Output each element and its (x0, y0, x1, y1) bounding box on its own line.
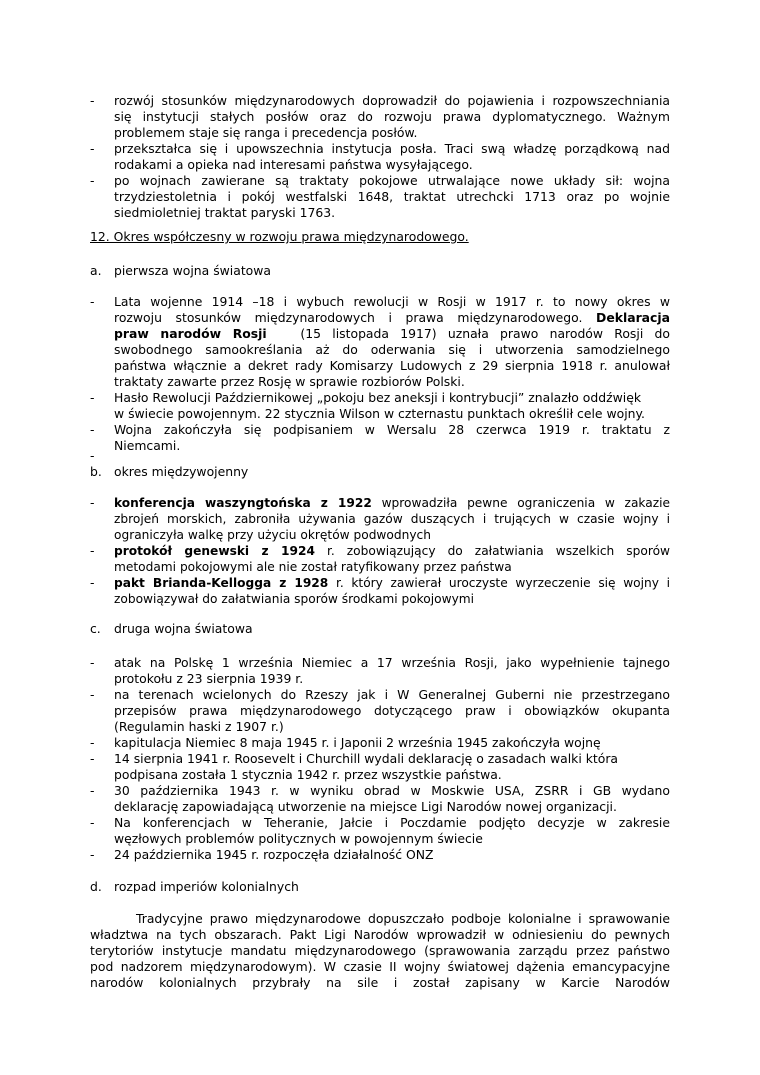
bullet-dash: - (90, 815, 95, 830)
bullet-dash: - (90, 575, 95, 590)
subsection-letter: d. (90, 879, 102, 894)
subsection-text: pierwsza wojna światowa (114, 263, 271, 278)
text-line: w świecie powojennym. 22 stycznia Wilson w czternastu punktach określił cele wojny. (114, 406, 645, 421)
text-line: protokołu z 23 sierpnia 1939 r. (114, 671, 304, 686)
bold-term: konferencja waszyngtońska z 1922 (114, 496, 372, 510)
bullet-dash: - (90, 448, 95, 463)
text-line: siedmioletniej traktat paryski 1763. (114, 205, 336, 220)
bullet-dash: - (90, 735, 95, 750)
bold-term: praw narodów Rosji (114, 326, 267, 341)
bullet-dash: - (90, 93, 95, 108)
text-line: protokół genewski z 1924 r. zobowiązujący do załatwiania wszelkich sporów (114, 544, 671, 558)
bold-term: Deklaracja (596, 310, 670, 325)
text-line: na terenach wcielonych do Rzeszy jak i W Generalnej Guberni nie przestrzegano (114, 687, 670, 702)
text-line: kapitulacja Niemiec 8 maja 1945 r. i Japonii 2 września 1945 zakończyła wojnę (114, 735, 601, 750)
subsection-letter: a. (90, 263, 102, 278)
text-line: Na konferencjach w Teheranie, Jałcie i Poczdamie podjęto decyzje w zakresie (114, 815, 670, 830)
bullet-dash: - (90, 751, 95, 766)
text-line: państwa włącznie a dekret rady Komisarzy Ludowych z 29 sierpnia 1918 r. anulował (114, 358, 670, 373)
text-line: narodów kolonialnych przybrały na sile i został zapisany w Karcie Narodów (90, 975, 670, 990)
text-line: (Regulamin haski z 1907 r.) (114, 719, 284, 734)
bullet-dash: - (90, 543, 95, 558)
bullet-dash: - (90, 422, 95, 437)
bullet-dash: - (90, 687, 95, 702)
text-line: rozwoju stosunków międzynarodowych i prawa międzynarodowego. Deklaracja (114, 310, 670, 325)
subsection-letter: c. (90, 621, 101, 636)
text-line: pod nadzorem międzynarodowym). W czasie II wojny światowej dążenia emancypacyjne (90, 959, 670, 974)
text-line: Tradycyjne prawo międzynarodowe dopuszczało podboje kolonialne i sprawowanie (136, 911, 670, 926)
text-line: rodakami a opieka nad interesami państwa wysyłającego. (114, 157, 473, 172)
text-line: traktaty zawarte przez Rosję w sprawie rozbiorów Polski. (114, 374, 465, 389)
bold-term: protokół genewski z 1924 (114, 544, 315, 558)
text-line: swobodnego samookreślania aż do oderwania się i utworzenia samodzielnego (114, 342, 670, 357)
text-line: węzłowych problemów politycznych w powojennym świecie (114, 831, 483, 846)
text-line: Lata wojenne 1914 –18 i wybuch rewolucji w Rosji w 1917 r. to nowy okres w (114, 294, 670, 309)
text-line: ograniczyła walkę przy użyciu okrętów podwodnych (114, 528, 431, 542)
text-line: Wojna zakończyła się podpisaniem w Wersalu 28 czerwca 1919 r. traktatu z (114, 422, 670, 437)
subsection-letter: b. (90, 464, 102, 479)
text-line: 14 sierpnia 1941 r. Roosevelt i Churchill wydali deklarację o zasadach walki która (114, 751, 619, 766)
text-line: metodami pokojowymi ale nie został ratyfikowany przez państwa (114, 560, 512, 574)
text-line: konferencja waszyngtońska z 1922 wprowadziła pewne ograniczenia w zakazie (114, 496, 671, 510)
text-line: Niemcami. (114, 438, 181, 453)
bullet-dash: - (90, 173, 95, 188)
text-line: po wojnach zawierane są traktaty pokojowe utrwalające nowe układy sił: wojna (114, 173, 670, 188)
bullet-dash: - (90, 783, 95, 798)
text-line: władztwa na tych obszarach. Pakt Ligi Narodów wprowadził w odniesieniu do pewnych (90, 927, 670, 942)
subsection-text: rozpad imperiów kolonialnych (114, 879, 299, 894)
text-line: problemem staje się ranga i precedencja posłów. (114, 125, 418, 140)
bullet-dash: - (90, 495, 95, 510)
text-line: trzydziestoletnia i pokój westfalski 1648, traktat utrechcki 1713 oraz po wojnie (114, 189, 670, 204)
section-heading: 12. Okres współczesny w rozwoju prawa międzynarodowego. (90, 229, 469, 244)
body-paragraph (90, 911, 670, 991)
text-line: deklarację zapowiadającą utworzenie na miejsce Ligi Narodów nowej organizacji. (114, 799, 617, 814)
text-line: zbrojeń morskich, zabroniła używania gazów duszących i trujących w czasie wojny i (114, 512, 670, 526)
text-line: Hasło Rewolucji Październikowej „pokoju bez aneksji i kontrybucji” znalazło oddźwięk (114, 390, 641, 405)
bold-term: pakt Brianda-Kellogga z 1928 (114, 576, 329, 590)
text-line: się instytucji stałych posłów oraz do rozwoju prawa dyplomatycznego. Ważnym (114, 109, 670, 124)
text-line: praw narodów Rosji (15 listopada 1917) uznała prawo narodów Rosji do (114, 326, 670, 341)
subsection-text: okres międzywojenny (114, 464, 249, 479)
bullet-dash: - (90, 390, 95, 405)
text-line: pakt Brianda-Kellogga z 1928 r. który zawierał uroczyste wyrzeczenie się wojny i (114, 576, 671, 590)
text-line: rozwój stosunków międzynarodowych doprowadził do pojawienia i rozpowszechniania (114, 93, 670, 108)
bullet-dash: - (90, 655, 95, 670)
text-line: zobowiązywał do załatwiania sporów środkami pokojowymi (114, 592, 475, 606)
text-line: przekształca się i upowszechnia instytucja posła. Traci swą władzę porządkową nad (114, 141, 670, 156)
text-line: podpisana została 1 stycznia 1942 r. przez wszystkie państwa. (114, 767, 502, 782)
bullet-dash: - (90, 141, 95, 156)
text-line: atak na Polskę 1 września Niemiec a 17 września Rosji, jako wypełnienie tajnego (114, 655, 670, 670)
text-line: przepisów prawa międzynarodowego dotyczącego praw i obowiązków okupanta (114, 703, 670, 718)
text-line: 30 października 1943 r. w wyniku obrad w Moskwie USA, ZSRR i GB wydano (114, 783, 670, 798)
bullet-dash: - (90, 847, 95, 862)
text-line: 24 października 1945 r. rozpoczęła działalność ONZ (114, 847, 434, 862)
subsection-text: druga wojna światowa (114, 621, 253, 636)
bullet-dash: - (90, 294, 95, 309)
text-line: terytoriów instytucje mandatu międzynarodowego (sprawowania zarządu przez państwo (90, 943, 670, 958)
